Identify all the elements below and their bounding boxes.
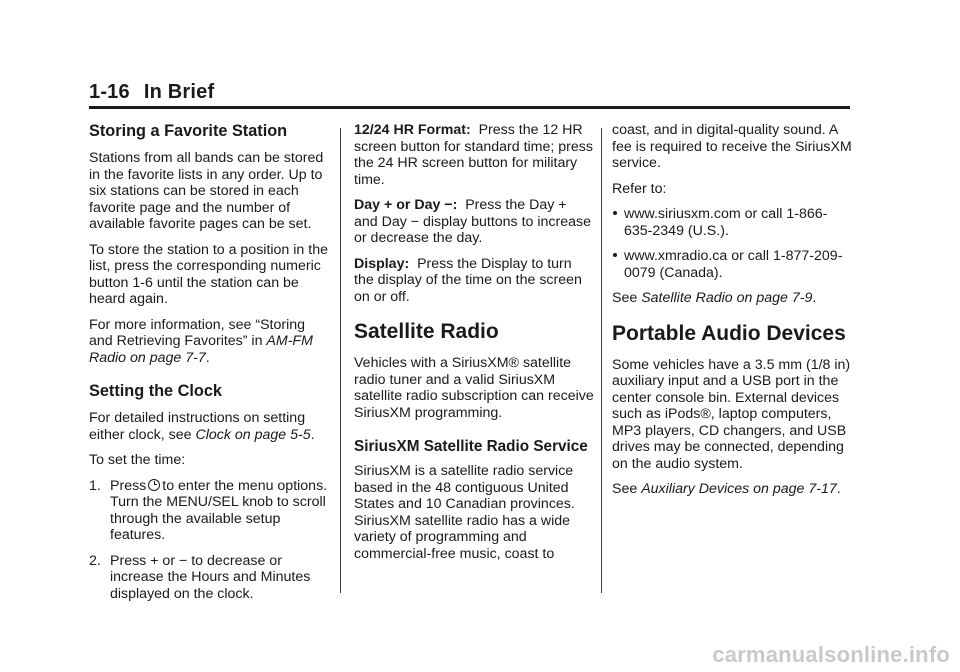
paragraph [89, 317, 332, 367]
bullet-icon [612, 248, 624, 281]
text: Press the Display to turn the display of the time on the screen on or off. [354, 255, 582, 305]
paragraph: To set the time: [89, 452, 186, 468]
paragraph [612, 481, 852, 498]
paragraph [354, 256, 594, 306]
text: See [612, 290, 642, 306]
page-number: 1-16 [89, 81, 130, 103]
text: For more information, see “Storing and Retrieving Favorites” in [89, 316, 306, 349]
bullet-text: www.siriusxm.com or call 1-866-635-2349 (U.S.). [624, 206, 828, 239]
paragraph: Some vehicles have a 3.5 mm (1/8 in) auxiliary input and a USB port in the center console bin. External devices such as iPods®, laptop computers, MP3 players, CD changers, and USB drives may be connected, depending on the audio system. [612, 356, 851, 472]
page-heading [89, 80, 850, 104]
paragraph: Refer to: [612, 180, 667, 197]
bullet-item [612, 248, 852, 281]
heading-satellite-radio: Satellite Radio [354, 320, 499, 343]
term-label: Display: [354, 255, 410, 272]
list-item-text: Press + or − to decrease or increase the Hours and Minutes displayed on the clock. [110, 552, 311, 602]
text: See [612, 481, 642, 497]
cross-reference-link[interactable]: Auxiliary Devices on page 7-17 [641, 481, 837, 497]
paragraph: Vehicles with a SiriusXM® satellite radio tuner and a valid SiriusXM satellite radio subscription can receive SiriusXM programming. [354, 355, 594, 421]
text: . [310, 426, 315, 443]
text: . [812, 290, 817, 306]
text: Press the Day + and Day − display buttons to increase or decrease the day. [354, 197, 591, 246]
clock-icon [148, 479, 160, 491]
watermark: carmanualsonline.info [712, 642, 950, 667]
text: For detailed instructions on setting either clock, see [89, 410, 306, 443]
paragraph [89, 410, 332, 443]
column-3 [612, 122, 852, 507]
section-title: In Brief [143, 81, 215, 103]
paragraph [354, 122, 594, 188]
paragraph: SiriusXM is a satellite radio service based in the 48 contiguous United States and 10 Canadian provinces. SiriusXM satellite radio has a wide variety of programming and commercial-free music, coast to [354, 463, 575, 562]
text: Press [110, 477, 147, 494]
column-divider-1 [340, 128, 341, 593]
bullet-text: www.xmradio.ca or call 1-877-209-0079 (Canada). [624, 248, 843, 281]
heading-setting-clock: Setting the Clock [89, 382, 222, 400]
cross-reference-link[interactable]: AM-FM Radio on page 7-7 [89, 333, 313, 366]
term-label: 12/24 HR Format: [354, 122, 471, 138]
paragraph [612, 290, 852, 307]
text: Press the 12 HR screen button for standard time; press the 24 HR screen button for military time. [354, 122, 593, 188]
column-2 [354, 122, 594, 571]
paragraph [354, 197, 594, 247]
column-1 [89, 122, 332, 611]
paragraph: To store the station to a position in the list, press the corresponding numeric button 1-6 until the station can be heard again. [89, 241, 328, 307]
text: to enter the menu options. Turn the MENU/SEL knob to scroll through the available setup features. [110, 477, 328, 543]
term-label: Day + or Day −: [354, 197, 458, 213]
header-rule [89, 106, 850, 109]
list-item-text [110, 478, 332, 544]
cross-reference-link[interactable]: Satellite Radio on page 7-9 [641, 290, 813, 306]
list-number: 2. [89, 552, 101, 569]
bullet-item [612, 206, 852, 239]
text: . [836, 481, 841, 497]
cross-reference-link[interactable]: Clock on page 5-5 [195, 426, 311, 443]
heading-favorite-station: Storing a Favorite Station [89, 122, 288, 140]
list-number: 1. [89, 477, 101, 494]
list-item [89, 478, 332, 544]
text: . [205, 349, 210, 366]
column-divider-2 [601, 128, 602, 593]
heading-portable-audio: Portable Audio Devices [612, 321, 846, 345]
paragraph: Stations from all bands can be stored in the favorite lists in any order. Up to six stations can be stored in each favorite page and the number of available favorite pages can be set. [89, 150, 324, 232]
heading-siriusxm-service: SiriusXM Satellite Radio Service [354, 438, 588, 455]
page-header [89, 80, 850, 104]
paragraph: coast, and in digital-quality sound. A fee is required to receive the SiriusXM service. [612, 122, 852, 171]
bullet-icon [612, 206, 624, 239]
list-item [89, 553, 332, 603]
